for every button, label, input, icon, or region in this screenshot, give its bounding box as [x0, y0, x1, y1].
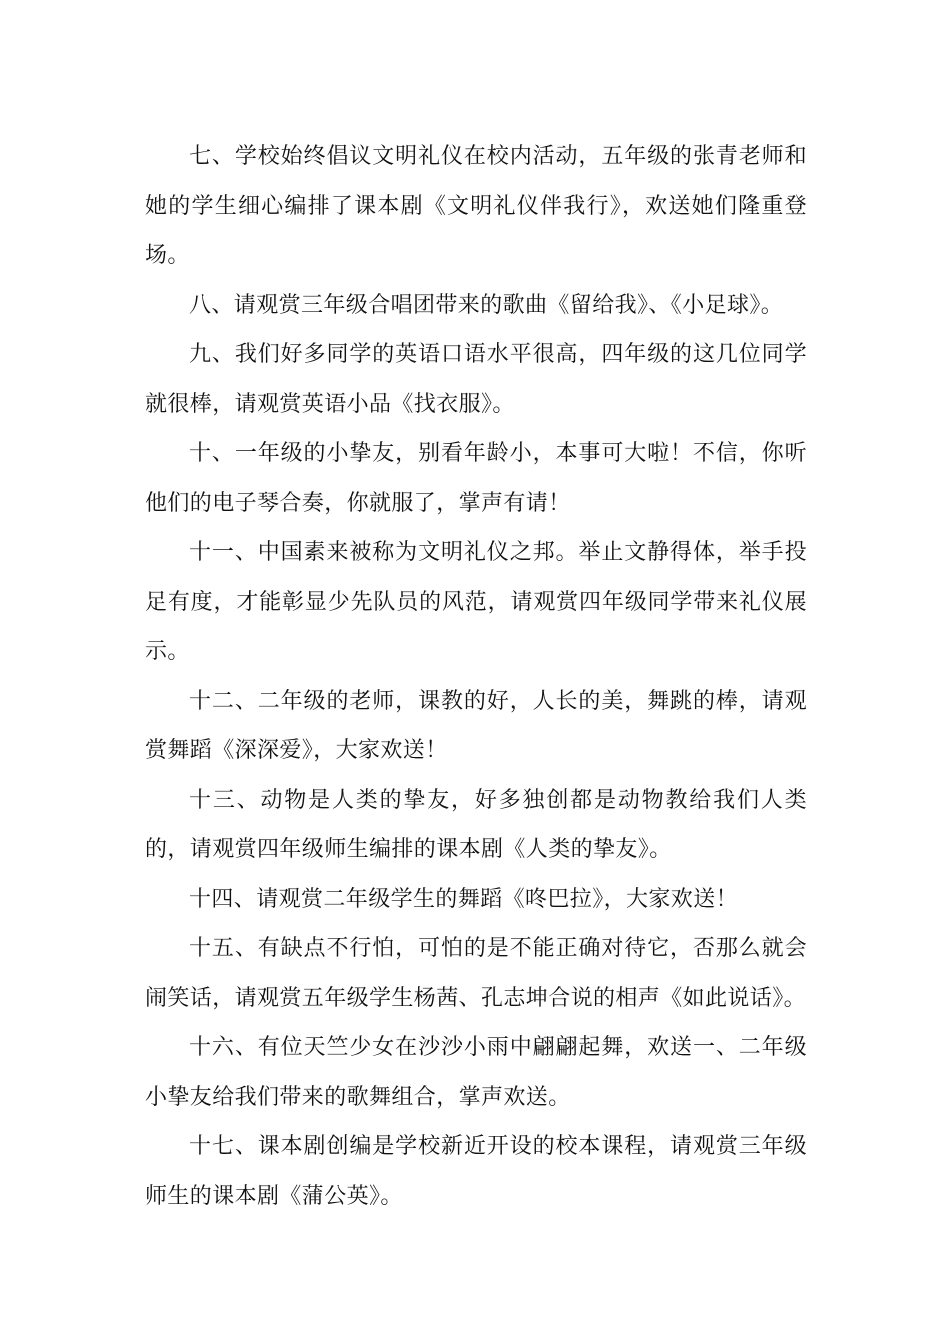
- paragraph-11: 十一、中国素来被称为文明礼仪之邦。举止文静得体，举手投足有度，才能彰显少先队员的风范，请观赏四年级同学带来礼仪展示。: [145, 540, 807, 664]
- paragraph-13: 十三、动物是人类的挚友，好多独创都是动物教给我们人类的，请观赏四年级师生编排的课本剧《人类的挚友》。: [145, 787, 807, 862]
- paragraph-10: 十、一年级的小挚友，别看年龄小，本事可大啦！不信，你听他们的电子琴合奏，你就服了，掌声有请！: [145, 441, 807, 516]
- document-body: [145, 132, 807, 1221]
- paragraph-9: 九、我们好多同学的英语口语水平很高，四年级的这几位同学就很棒，请观赏英语小品《找衣服》。: [145, 342, 807, 417]
- paragraph-12: 十二、二年级的老师，课教的好，人长的美，舞跳的棒，请观赏舞蹈《深深爱》，大家欢送！: [145, 688, 807, 763]
- paragraph-8: 八、请观赏三年级合唱团带来的歌曲《留给我》、《小足球》。: [189, 292, 784, 318]
- paragraph-14: 十四、请观赏二年级学生的舞蹈《咚巴拉》，大家欢送！: [189, 886, 739, 912]
- paragraph-7: 七、学校始终倡议文明礼仪在校内活动，五年级的张青老师和她的学生细心编排了课本剧《文明礼仪伴我行》，欢送她们隆重登场。: [145, 144, 807, 268]
- paragraph-16: 十六、有位天竺少女在沙沙小雨中翩翩起舞，欢送一、二年级小挚友给我们带来的歌舞组合，掌声欢送。: [145, 1035, 807, 1110]
- paragraph-15: 十五、有缺点不行怕，可怕的是不能正确对待它，否那么就会闹笑话，请观赏五年级学生杨茜、孔志坤合说的相声《如此说话》。: [145, 936, 807, 1011]
- paragraph-17: 十七、课本剧创编是学校新近开设的校本课程，请观赏三年级师生的课本剧《蒲公英》。: [145, 1134, 807, 1209]
